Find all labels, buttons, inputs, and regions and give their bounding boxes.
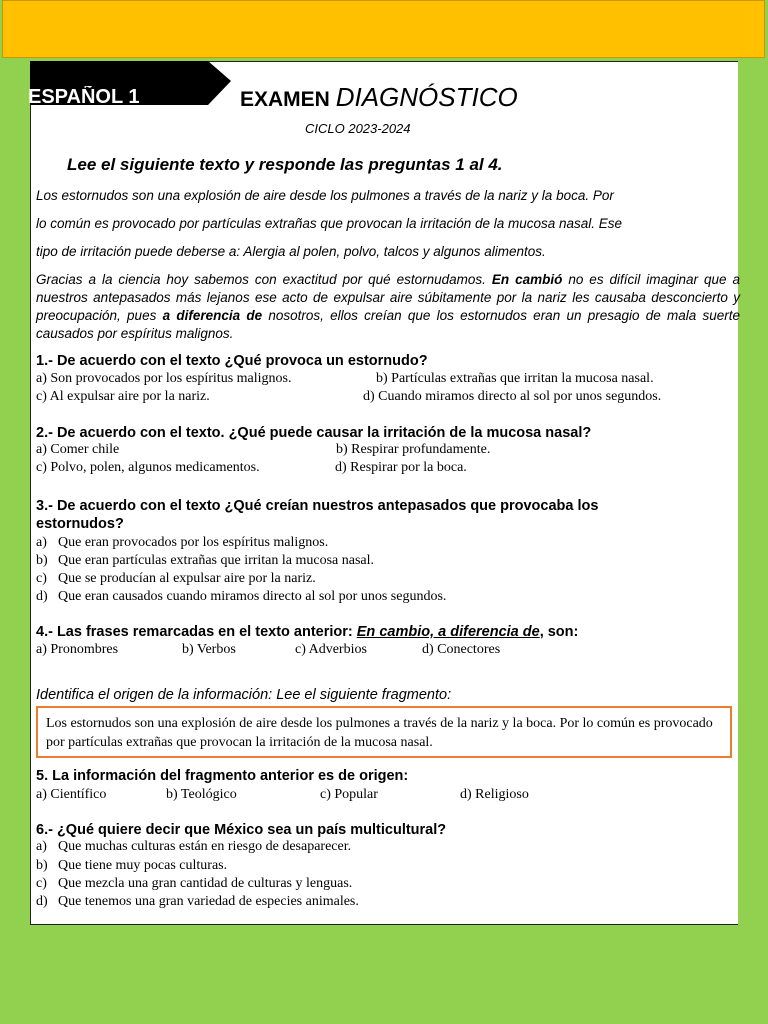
top-banner xyxy=(2,0,765,58)
option-text: Que muchas culturas están en riesgo de desaparecer. xyxy=(58,839,352,854)
q6-option-b[interactable] xyxy=(36,857,227,875)
q6-option-a[interactable] xyxy=(36,838,351,856)
question-4 xyxy=(36,623,578,641)
q5-option-b[interactable]: b) Teológico xyxy=(166,787,237,802)
title-italic: DIAGNÓSTICO xyxy=(335,82,518,112)
q1-option-a[interactable]: a) Son provocados por los espíritus malignos. xyxy=(36,371,292,386)
q2-option-b[interactable]: b) Respirar profundamente. xyxy=(336,442,491,457)
q3-option-c[interactable] xyxy=(36,570,316,588)
page-side-strip xyxy=(738,61,748,925)
q6-option-c[interactable] xyxy=(36,875,352,893)
q6-option-d[interactable] xyxy=(36,893,359,911)
q4-option-b[interactable]: b) Verbos xyxy=(182,642,236,657)
question-3-cont: estornudos? xyxy=(36,516,124,532)
q1-option-d[interactable]: d) Cuando miramos directo al sol por unos segundos. xyxy=(363,389,662,404)
option-text: Que eran causados cuando miramos directo al sol por unos segundos. xyxy=(58,589,447,604)
q2-option-a[interactable]: a) Comer chile xyxy=(36,442,120,457)
option-text: Que mezcla una gran cantidad de culturas y lenguas. xyxy=(58,876,353,891)
reading-text: no es difícil imaginar que a nuestros antepasados más lejanos ese acto de expulsar aire súbitamente por la nariz les causaba desconcierto y preocupación, pues xyxy=(36,272,740,323)
q1-option-c[interactable]: c) Al expulsar aire por la nariz. xyxy=(36,389,210,404)
reading-paragraph-4 xyxy=(36,271,740,343)
option-marker: c) xyxy=(36,876,47,891)
question-1: 1.- De acuerdo con el texto ¿Qué provoca un estornudo? xyxy=(36,353,428,369)
q2-option-d[interactable]: d) Respirar por la boca. xyxy=(335,460,467,475)
option-marker: d) xyxy=(36,589,48,604)
subject-label: ESPAÑOL 1 xyxy=(28,86,140,106)
option-marker: a) xyxy=(36,535,47,550)
exam-title xyxy=(240,83,518,114)
question-5: 5. La información del fragmento anterior es de origen: xyxy=(36,768,409,784)
reading-text: nosotros, ellos creían que los estornudos eran un presagio de mala suerte causados por espíritus malignos. xyxy=(36,308,740,341)
question-2: 2.- De acuerdo con el texto. ¿Qué puede causar la irritación de la mucosa nasal? xyxy=(36,425,592,441)
option-marker: b) xyxy=(36,553,48,568)
option-text: Que tenemos una gran variedad de especies animales. xyxy=(58,894,359,909)
option-text: Que eran provocados por los espíritus malignos. xyxy=(58,535,329,550)
fragment-text: Los estornudos son una explosión de aire desde los pulmones a través de la nariz y la boca. Por lo común es provocado por partículas extrañas que provocan la irritación de la mucosa nasal. xyxy=(46,716,713,750)
q4-option-d[interactable]: d) Conectores xyxy=(422,642,501,657)
reading-line-1: Los estornudos son una explosión de aire desde los pulmones a través de la nariz y la boca. Por xyxy=(36,188,614,203)
q5-option-a[interactable]: a) Científico xyxy=(36,787,107,802)
option-marker: a) xyxy=(36,839,47,854)
question-4-phrases: En cambio, a diferencia de xyxy=(356,624,540,640)
question-4-suffix: , son: xyxy=(539,624,579,640)
q1-option-b[interactable]: b) Partículas extrañas que irritan la mucosa nasal. xyxy=(376,371,654,386)
option-text: Que tiene muy pocas culturas. xyxy=(58,858,228,873)
fragment-box xyxy=(36,706,732,758)
title-prefix: EXAMEN xyxy=(240,88,330,111)
q3-option-b[interactable] xyxy=(36,552,374,570)
option-text: Que eran partículas extrañas que irritan la mucosa nasal. xyxy=(58,553,375,568)
question-4-text: 4.- Las frases remarcadas en el texto anterior: xyxy=(36,624,357,640)
question-3: 3.- De acuerdo con el texto ¿Qué creían nuestros antepasados que provocaba los xyxy=(36,498,599,514)
highlight-phrase: En cambió xyxy=(491,272,563,287)
reading-line-3: tipo de irritación puede deberse a: Alergia al polen, polvo, talcos y algunos alimentos. xyxy=(36,244,546,259)
reading-text: Gracias a la ciencia hoy sabemos con exactitud por qué estornudamos. xyxy=(36,272,492,287)
question-6: 6.- ¿Qué quiere decir que México sea un país multicultural? xyxy=(36,822,447,838)
q4-option-a[interactable]: a) Pronombres xyxy=(36,642,119,657)
option-marker: b) xyxy=(36,858,48,873)
highlight-phrase: a diferencia de xyxy=(162,308,263,323)
school-cycle: CICLO 2023-2024 xyxy=(305,121,411,136)
option-text: Que se producían al expulsar aire por la nariz. xyxy=(58,571,316,586)
q5-option-c[interactable]: c) Popular xyxy=(320,787,378,802)
q3-option-a[interactable] xyxy=(36,534,328,552)
option-marker: d) xyxy=(36,894,48,909)
option-marker: c) xyxy=(36,571,47,586)
q2-option-c[interactable]: c) Polvo, polen, algunos medicamentos. xyxy=(36,460,260,475)
q3-option-d[interactable] xyxy=(36,588,446,606)
q4-option-c[interactable]: c) Adverbios xyxy=(295,642,367,657)
identify-instruction: Identifica el origen de la información: Lee el siguiente fragmento: xyxy=(36,687,452,703)
q5-option-d[interactable]: d) Religioso xyxy=(460,787,529,802)
reading-line-2: lo común es provocado por partículas extrañas que provocan la irritación de la mucosa nasal. Ese xyxy=(36,216,623,231)
instruction: Lee el siguiente texto y responde las preguntas 1 al 4. xyxy=(67,155,503,174)
